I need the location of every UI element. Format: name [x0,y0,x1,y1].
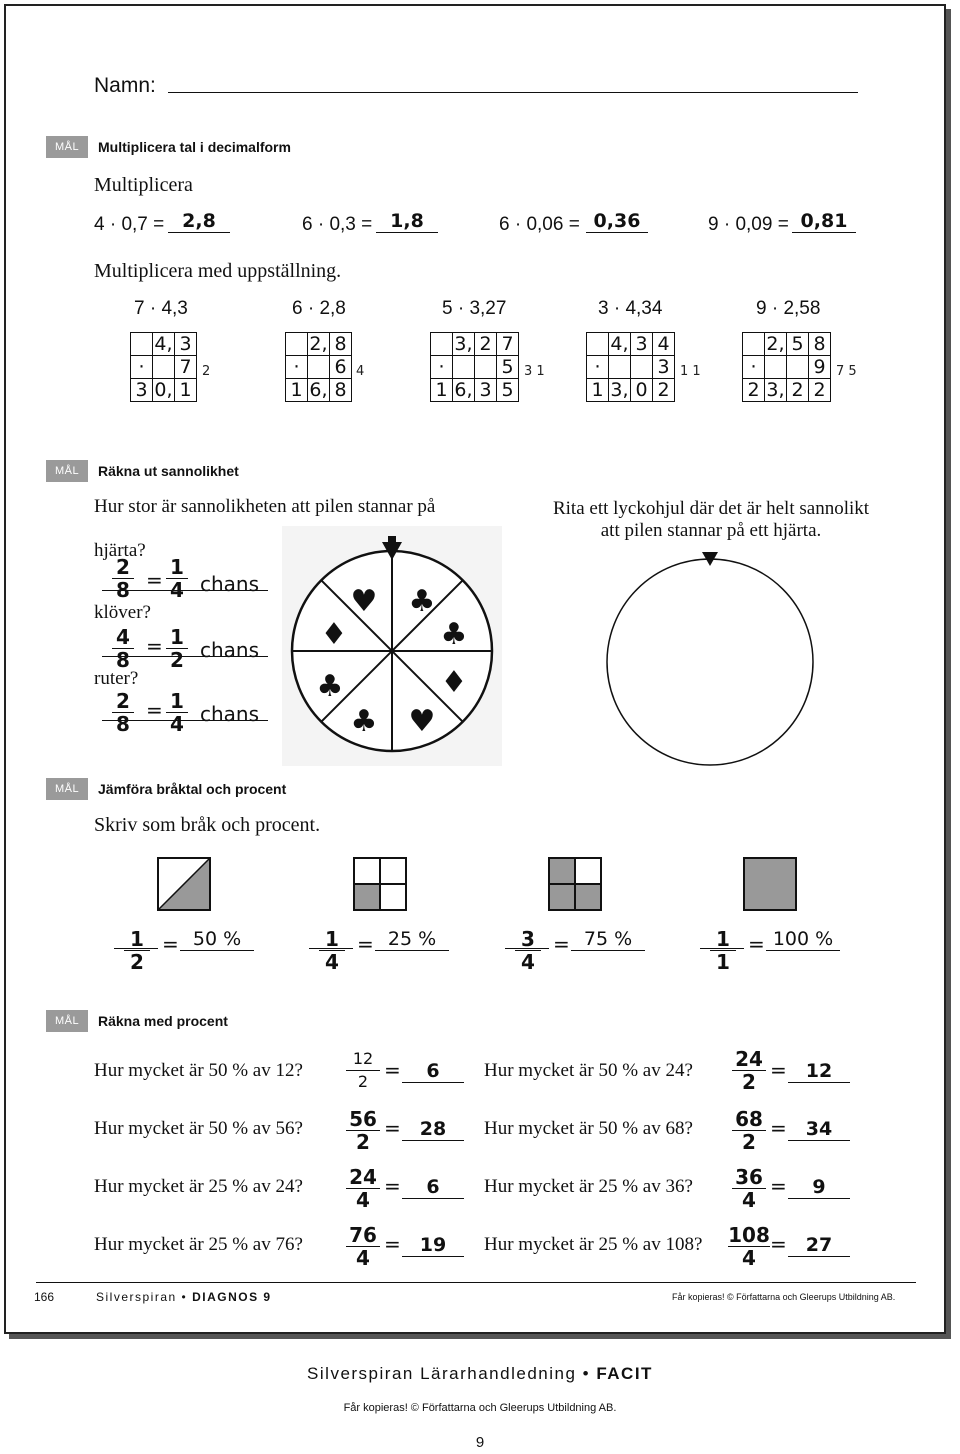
grid-cell [453,356,475,379]
equals-sign: = [770,1232,787,1256]
suit-slot: ♣ [408,584,436,619]
percent-answer: 6 [402,1176,464,1199]
numerator: 1 [166,690,188,713]
grid-cell [308,356,330,379]
fraction [346,1166,380,1211]
denominator: 8 [116,712,130,736]
chans-word: chans [200,702,260,726]
denominator: 4 [170,578,184,602]
goal-probability: Räkna ut sannolikhet [98,463,239,479]
guide-title: Silverspiran Lärarhandledning • FACIT [307,1364,653,1383]
numerator: 24 [346,1166,380,1189]
grid-cell [787,356,809,379]
numerator: 76 [346,1224,380,1247]
denominator: 2 [742,1130,756,1154]
goal-badge: MÅL [46,136,88,158]
grid-cell: 3 [475,379,497,402]
suit-slot: ♣ [440,617,468,652]
mult-question: 4 · 0,7 = [94,214,165,235]
percent-answer: 75 % [571,928,645,951]
percent-answer: 19 [402,1234,464,1257]
grid-cell [475,356,497,379]
guide-copyright: Får kopieras! © Författarna och Gleerups Utbildning AB. [343,1402,617,1414]
grid-cell: 8 [330,333,352,356]
fraction [319,928,345,973]
denominator: 8 [116,578,130,602]
grid-cell [587,333,609,356]
empty-wheel [602,550,822,768]
answer-line [102,656,268,657]
fraction-line [114,948,158,949]
fraction [112,556,134,601]
grid-cell [631,356,653,379]
grid-cell: 2 [653,379,675,402]
denominator: 2 [742,1070,756,1094]
fraction [346,1108,380,1153]
worksheet-page [4,4,946,1334]
equals-sign: = [748,932,765,956]
equals-sign: = [357,932,374,956]
equals-sign: = [770,1116,787,1140]
numerator: 56 [346,1108,380,1131]
wheel-task-text: Rita ett lyckohjul där det är helt sannolikt att pilen stannar på ett hjärta. [552,498,870,541]
numerator: 1 [319,928,345,951]
grid-cell: 0 [631,379,653,402]
fraction [166,626,188,671]
grid-cell: 4 [653,333,675,356]
denominator: 4 [521,950,535,974]
fraction [112,626,134,671]
grid-cell: 6, [454,379,473,401]
prob-label-heart: hjärta? [94,540,146,561]
probability-question: Hur stor är sannolikheten att pilen stannar på [94,496,436,517]
equals-sign: = [770,1174,787,1198]
setup-grid [742,332,831,402]
suit-slot: ♦ [320,617,348,652]
shape-quarter [352,856,408,912]
numerator: 2 [112,690,134,713]
grid-cell: 3, [454,333,473,355]
percent-answer: 27 [788,1234,850,1257]
grid-cell: 8 [809,333,831,356]
denominator: 2 [170,648,184,672]
grid-cell: 3 [131,379,153,402]
grid-cell: 0, [154,379,173,401]
equals-sign: = [146,698,163,722]
mult-answer: 2,8 [168,210,230,233]
grid-cell: 5 [787,333,809,356]
goal-fractions-percent: Jämföra bråktal och procent [98,781,287,797]
goal-badge: MÅL [46,460,88,482]
fraction [710,928,736,973]
grid-cell: 3, [610,379,629,401]
denominator: 2 [130,950,144,974]
percent-question: Hur mycket är 50 % av 68? [484,1118,693,1139]
carry-note: 3 1 [524,364,545,379]
denominator: 4 [325,950,339,974]
percent-question: Hur mycket är 25 % av 108? [484,1234,703,1255]
percent-question: Hur mycket är 50 % av 12? [94,1060,303,1081]
shape-three-quarters [547,856,603,912]
numerator: 108 [728,1223,770,1247]
numerator: 1 [124,928,150,951]
name-label: Namn: [94,74,156,97]
fraction [732,1166,766,1211]
grid-cell: 2 [743,379,765,402]
denominator: 2 [357,1072,369,1091]
grid-cell: 1 [431,379,453,402]
numerator: 3 [515,928,541,951]
grid-cell: 9 [809,356,831,379]
guide-page-number: 9 [475,1434,485,1451]
grid-cell: · [131,356,153,379]
numerator: 12 [346,1048,380,1071]
section-title: Skriv som bråk och procent. [94,814,321,836]
grid-cell: 1 [286,379,308,402]
footer-book: Silverspiran • DIAGNOS 9 [96,1290,272,1304]
numerator: 24 [732,1048,766,1071]
goal-percent: Räkna med procent [98,1013,228,1029]
equals-sign: = [384,1116,401,1140]
numerator: 1 [166,626,188,649]
grid-cell: 1 [587,379,609,402]
section-title: Multiplicera [94,174,193,196]
percent-answer: 25 % [375,928,449,951]
equals-sign: = [384,1174,401,1198]
denominator: 4 [742,1246,756,1270]
fraction [112,690,134,735]
grid-cell: 7 [497,333,519,356]
grid-cell: · [587,356,609,379]
grid-cell: 6 [330,356,352,379]
percent-question: Hur mycket är 50 % av 56? [94,1118,303,1139]
mult-question: 6 · 0,3 = [302,214,373,235]
suit-slot: ♣ [350,704,378,739]
grid-cell: · [431,356,453,379]
equals-sign: = [162,932,179,956]
fraction [346,1224,380,1269]
grid-cell: 1 [175,379,197,402]
setup-label: 9 · 2,58 [756,298,821,319]
setup-label: 6 · 2,8 [292,298,346,319]
equals-sign: = [384,1058,401,1082]
denominator: 4 [170,712,184,736]
grid-cell [153,356,175,379]
grid-cell: 2 [787,379,809,402]
prob-label-diamond: ruter? [94,668,139,689]
name-line [168,92,858,93]
percent-answer: 100 % [766,928,840,951]
fraction [732,1108,766,1153]
denominator: 1 [716,950,730,974]
setup-grid [430,332,519,402]
goal-multiply: Multiplicera tal i decimalform [98,139,291,155]
answer-line [102,590,268,591]
fraction [728,1224,770,1269]
suit-slot: ♦ [440,665,468,700]
grid-cell: · [743,356,765,379]
grid-cell [743,333,765,356]
percent-answer: 6 [402,1060,464,1083]
grid-cell: 7 [175,356,197,379]
chans-word: chans [200,572,260,596]
grid-cell: 3 [631,333,653,356]
fraction [124,928,150,973]
grid-cell: 5 [497,379,519,402]
setup-label: 3 · 4,34 [598,298,663,319]
grid-cell: 6, [309,379,328,401]
grid-cell: 4, [610,333,629,355]
page-number: 166 [34,1290,55,1304]
percent-answer: 9 [788,1176,850,1199]
numerator: 1 [710,928,736,951]
grid-cell [765,356,787,379]
setup-label: 7 · 4,3 [134,298,188,319]
shape-whole [742,856,798,912]
denominator: 4 [356,1188,370,1212]
grid-cell: · [286,356,308,379]
grid-cell: 3 [653,356,675,379]
percent-question: Hur mycket är 50 % av 24? [484,1060,693,1081]
goal-badge: MÅL [46,778,88,800]
suit-slot: ♥ [350,584,378,619]
setup-grid [130,332,197,402]
denominator: 2 [356,1130,370,1154]
chans-word: chans [200,638,260,662]
mult-answer: 0,81 [792,210,856,233]
footer-rule [36,1282,916,1283]
shape-half [156,856,212,912]
equals-sign: = [770,1058,787,1082]
section-subtitle: Multiplicera med uppställning. [94,260,342,282]
fortune-wheel [282,526,502,766]
fraction [732,1048,766,1093]
grid-cell: 2 [809,379,831,402]
fraction-line [700,948,744,949]
percent-question: Hur mycket är 25 % av 76? [94,1234,303,1255]
numerator: 68 [732,1108,766,1131]
grid-cell [131,333,153,356]
setup-grid [586,332,675,402]
carry-note: 4 [356,364,365,379]
fraction [515,928,541,973]
carry-note: 1 1 [680,364,701,379]
fraction [346,1048,380,1093]
grid-cell [609,356,631,379]
mult-answer: 1,8 [376,210,438,233]
grid-cell [431,333,453,356]
mult-question: 6 · 0,06 = [499,214,580,235]
fraction-line [309,948,353,949]
equals-sign: = [146,634,163,658]
grid-cell: 4, [154,333,173,355]
equals-sign: = [384,1232,401,1256]
suit-slot: ♥ [408,704,436,739]
mult-question: 9 · 0,09 = [708,214,789,235]
goal-badge: MÅL [46,1010,88,1032]
grid-cell: 2 [475,333,497,356]
fraction-line [505,948,549,949]
percent-question: Hur mycket är 25 % av 36? [484,1176,693,1197]
footer-copyright: Får kopieras! © Författarna och Gleerups Utbildning AB. [672,1292,896,1302]
prob-label-club: klöver? [94,602,151,623]
numerator: 4 [112,626,134,649]
carry-note: 7 5 [836,364,857,379]
setup-label: 5 · 3,27 [442,298,507,319]
numerator: 1 [166,556,188,579]
denominator: 8 [116,648,130,672]
fraction [166,556,188,601]
grid-cell: 5 [497,356,519,379]
suit-slot: ♣ [316,669,344,704]
grid-cell: 2, [309,333,328,355]
grid-cell: 3, [766,379,785,401]
grid-cell: 8 [330,379,352,402]
denominator: 4 [356,1246,370,1270]
fraction [166,690,188,735]
percent-answer: 50 % [180,928,254,951]
percent-answer: 28 [402,1118,464,1141]
percent-question: Hur mycket är 25 % av 24? [94,1176,303,1197]
percent-answer: 34 [788,1118,850,1141]
answer-line [102,720,268,721]
numerator: 2 [112,556,134,579]
mult-answer: 0,36 [586,210,648,233]
equals-sign: = [146,568,163,592]
carry-note: 2 [202,364,211,379]
denominator: 4 [742,1188,756,1212]
grid-cell: 3 [175,333,197,356]
equals-sign: = [553,932,570,956]
setup-grid [285,332,352,402]
grid-cell [286,333,308,356]
percent-answer: 12 [788,1060,850,1083]
numerator: 36 [732,1166,766,1189]
grid-cell: 2, [766,333,785,355]
